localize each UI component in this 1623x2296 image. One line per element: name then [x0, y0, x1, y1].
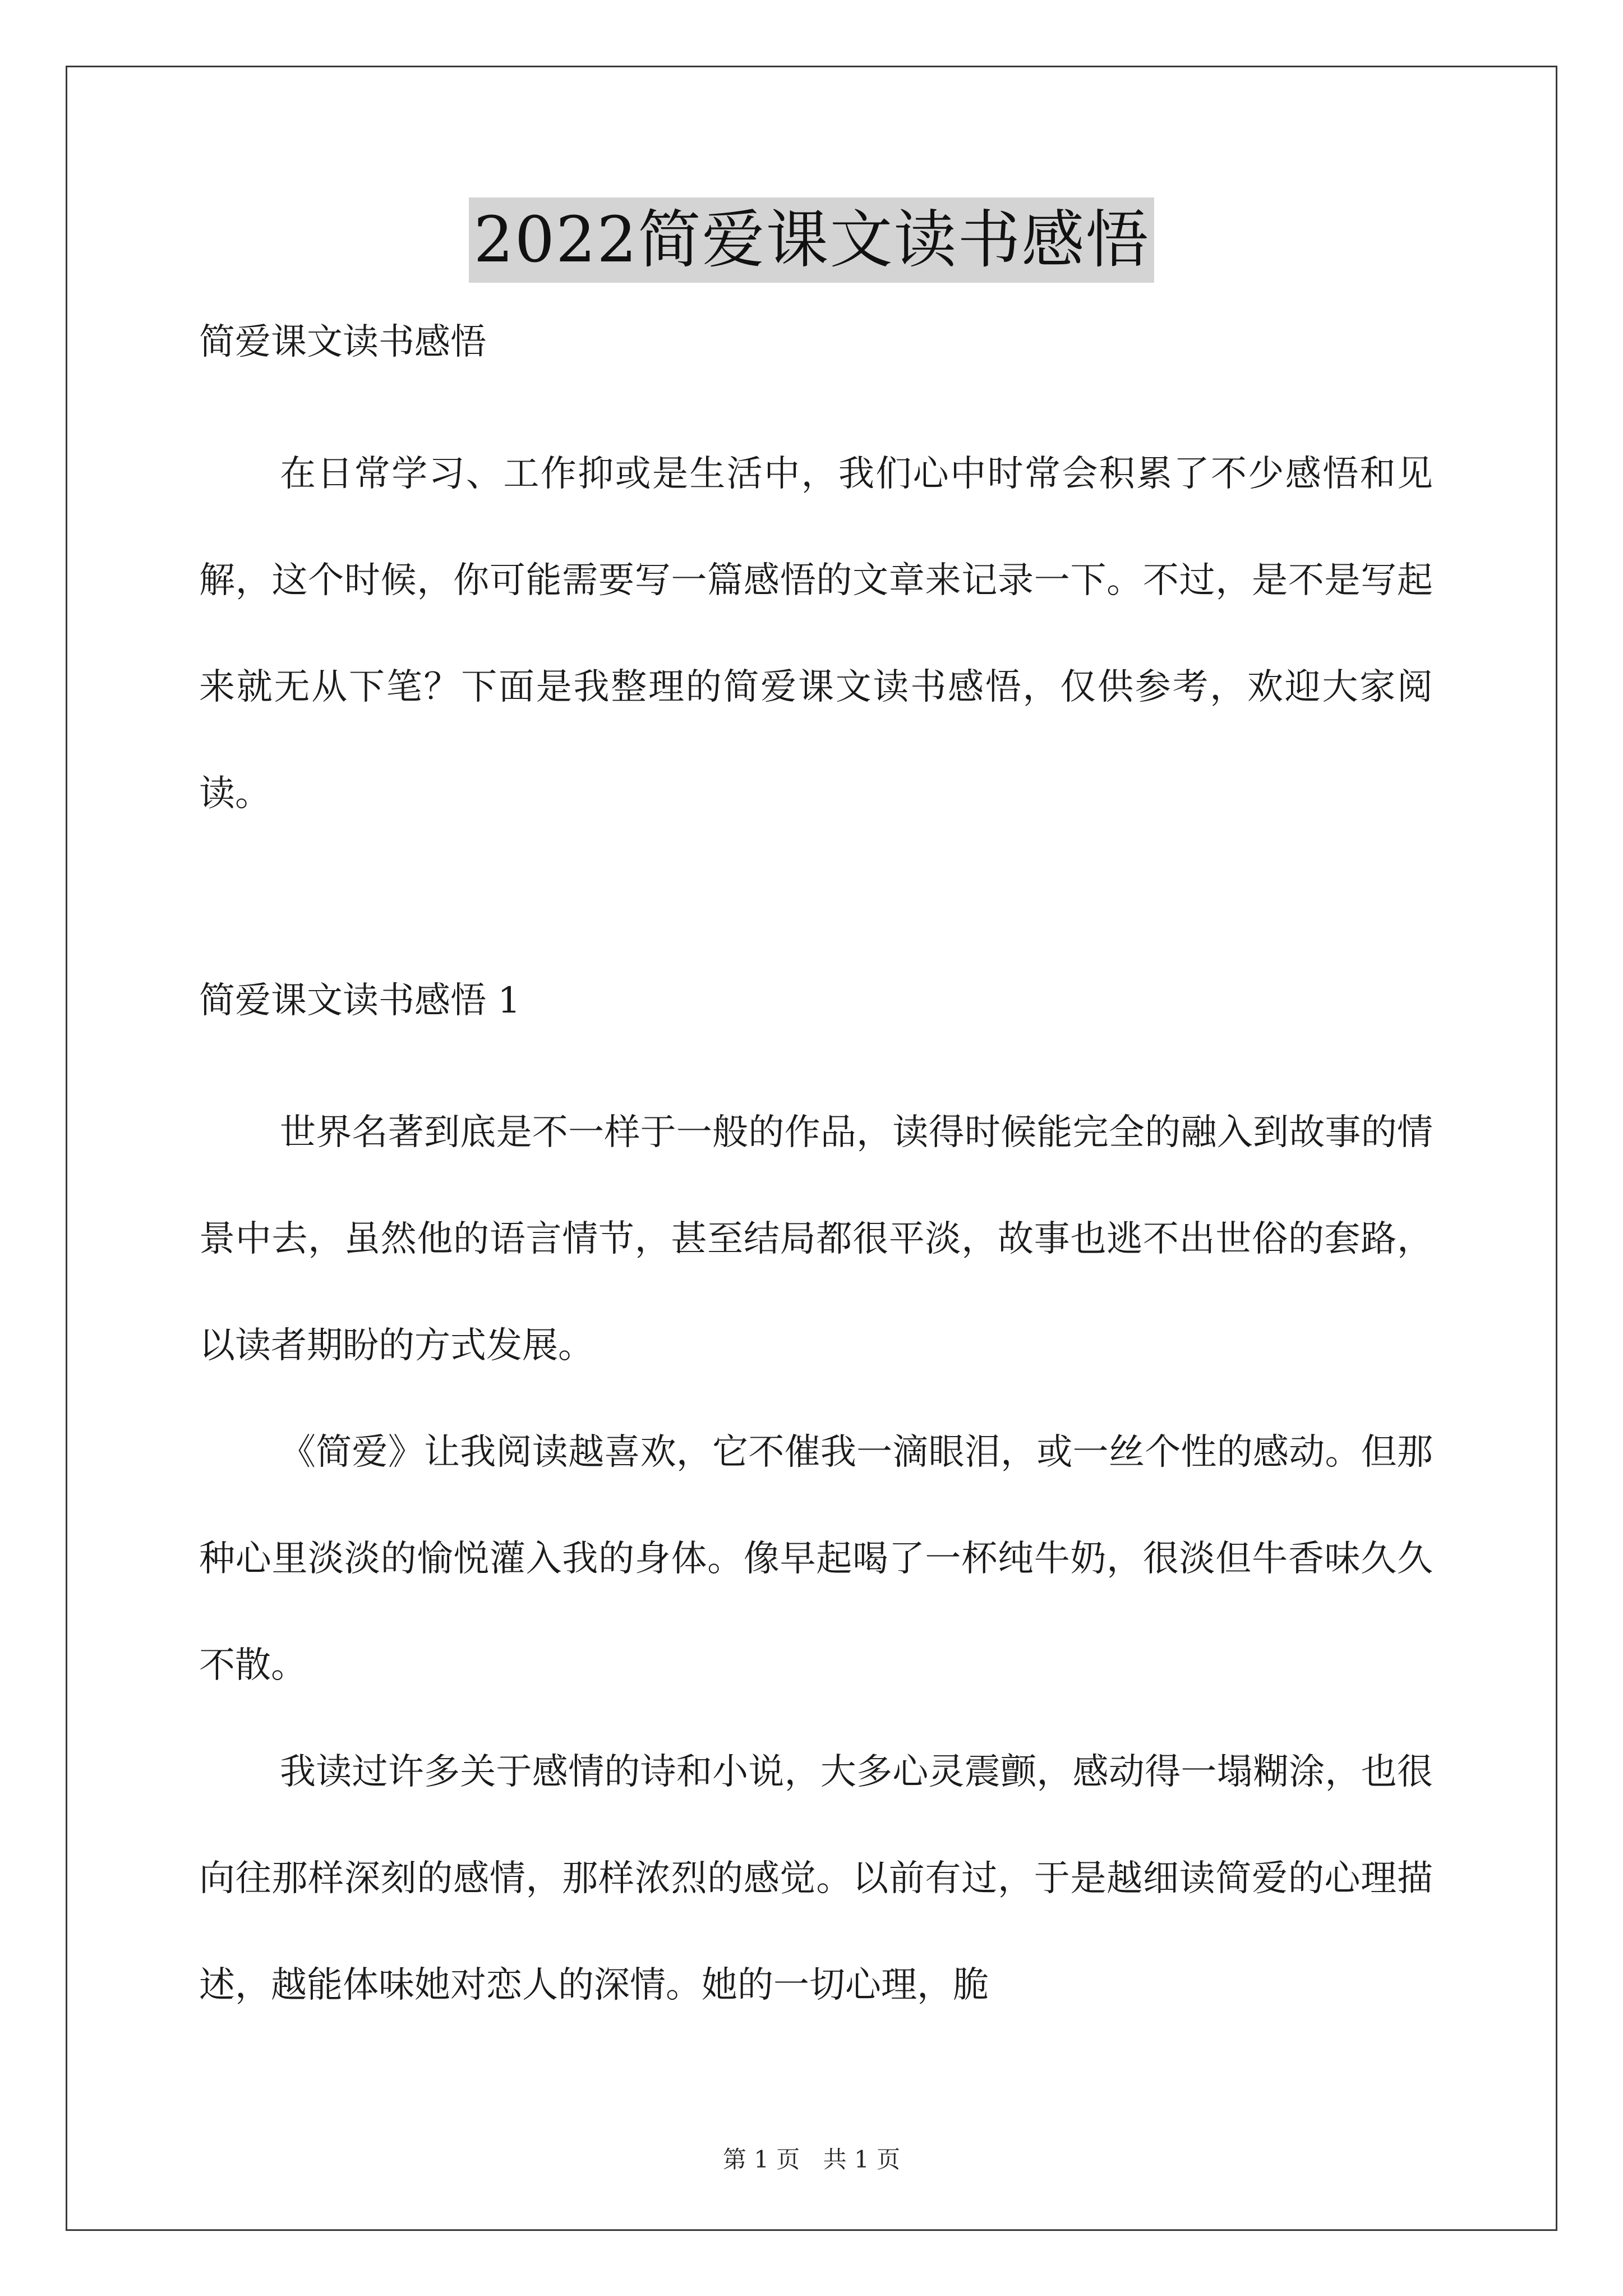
page-total: 共 1 页 [823, 2146, 901, 2173]
page-footer [0, 2143, 1623, 2177]
paragraph: 世界名著到底是不一样于一般的作品，读得时候能完全的融入到故事的情景中去，虽然他的语言情节，甚至结局都很平淡，故事也逃不出世俗的套路，以读者期盼的方式发展。 [199, 1112, 1433, 1366]
section-heading: 简爱课文读书感悟 [199, 321, 486, 363]
document-title: 2022简爱课文读书感悟 [469, 197, 1154, 283]
title-container [0, 197, 1623, 283]
paragraph: 在日常学习、工作抑或是生活中，我们心中时常会积累了不少感悟和见解，这个时候，你可能需要写一篇感悟的文章来记录一下。不过，是不是写起来就无从下笔？下面是我整理的简爱课文读书感悟，仅供参考，欢迎大家阅读。 [199, 453, 1433, 815]
document-body [199, 314, 1433, 2039]
section-heading: 简爱课文读书感悟 1 [199, 980, 521, 1022]
paragraph: 《简爱》让我阅读越喜欢，它不催我一滴眼泪，或一丝个性的感动。但那种心里淡淡的愉悦灌入我的身体。像早起喝了一杯纯牛奶，很淡但牛香味久久不散。 [199, 1432, 1433, 1686]
page-number: 第 1 页 [722, 2146, 800, 2173]
paragraph: 我读过许多关于感情的诗和小说，大多心灵震颤，感动得一塌糊涂，也很向往那样深刻的感情，那样浓烈的感觉。以前有过，于是越细读简爱的心理描述，越能体味她对恋人的深情。她的一切心理，脆 [199, 1751, 1433, 2006]
